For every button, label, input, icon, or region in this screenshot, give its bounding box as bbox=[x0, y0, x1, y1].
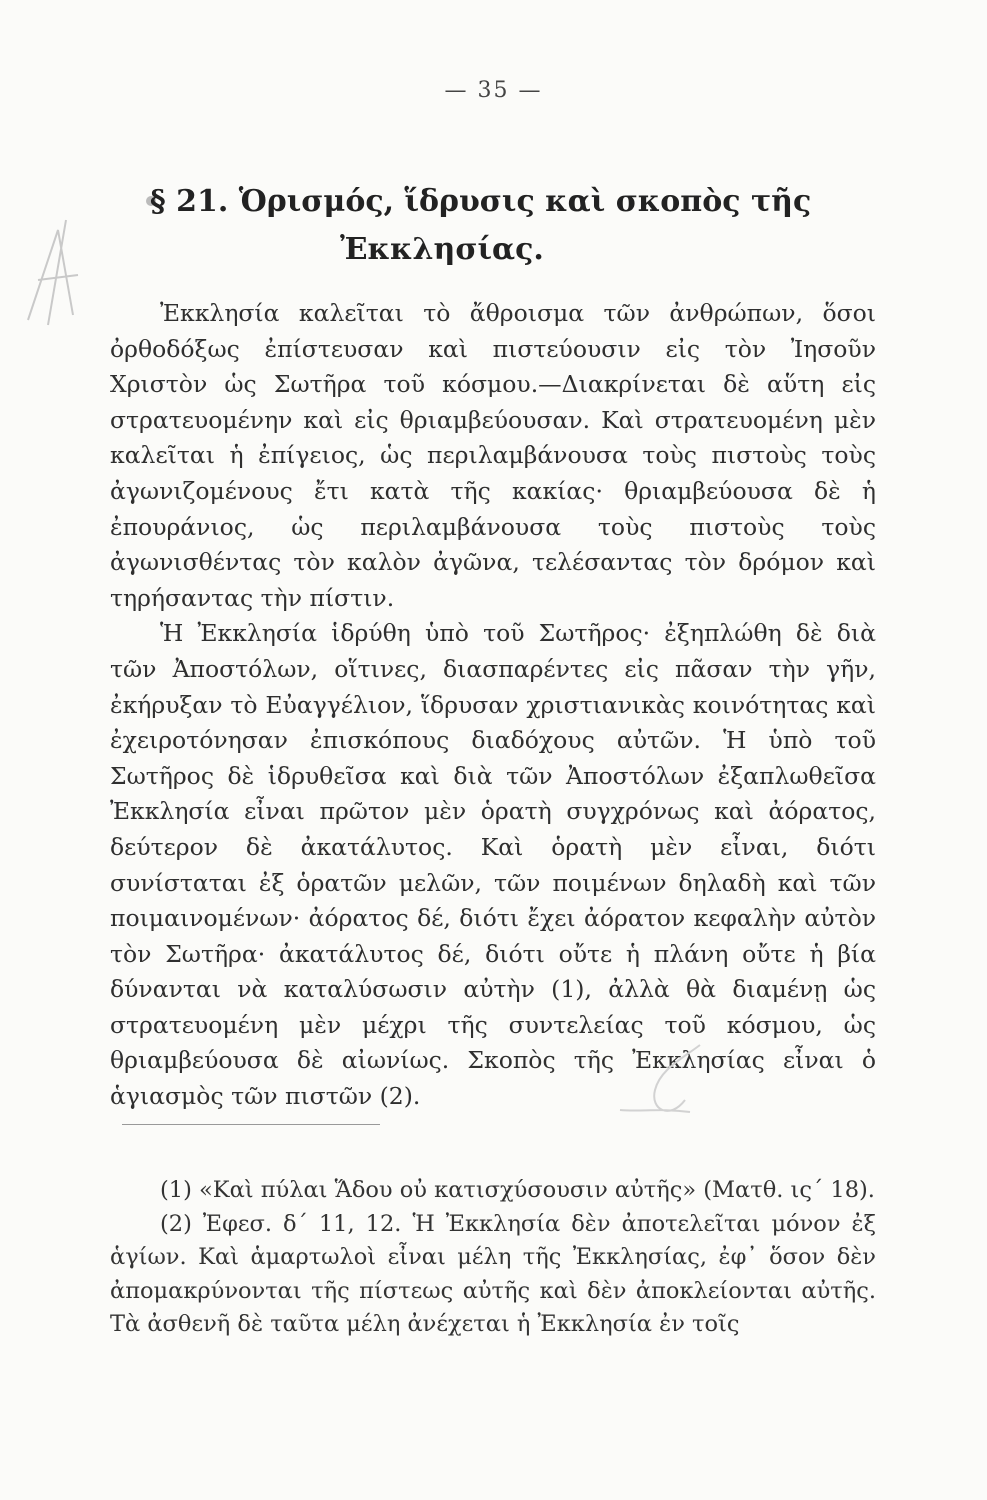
footnote-1: (1) «Καὶ πύλαι Ἅδου οὐ κατισχύσουσιν αὐτῆς» (Ματθ. ις΄ 18). bbox=[160, 1177, 875, 1203]
section-heading-line2: Ἐκκλησίας. bbox=[340, 232, 544, 267]
handwritten-margin-mark bbox=[18, 210, 88, 330]
body-text bbox=[110, 296, 876, 1115]
paragraph-foundation: Ἡ Ἐκκλησία ἱδρύθη ὑπὸ τοῦ Σωτῆρος· ἐξηπλώθη δὲ διὰ τῶν Ἀποστόλων, οἵτινες, διασπαρέντες εἰς πᾶσαν τὴν γῆν, ἐκήρυξαν τὸ Εὐαγγέλιον, ἵδρυσαν χριστιανικὰς κοινότητας καὶ ἐχειροτόνησαν ἐπισκόπους διαδόχους αὐτῶν. Ἡ ὑπὸ τοῦ Σωτῆρος δὲ ἱδρυθεῖσα καὶ διὰ τῶν Ἀποστόλων ἐξαπλωθεῖσα Ἐκκλησία εἶναι πρῶτον μὲν ὁρατὴ συγχρόνως καὶ ἀόρατος, δεύτερον δὲ ἀκατάλυτος. Καὶ ὁρατὴ μὲν εἶναι, διότι συνίσταται ἐξ ὁρατῶν μελῶν, τῶν ποιμένων δηλαδὴ καὶ τῶν ποιμαινομένων· ἀόρατος δέ, διότι ἔχει ἀόρατον κεφαλὴν αὐτὸν τὸν Σωτῆρα· ἀκατάλυτος δέ, διότι οὔτε ἡ πλάνη οὔτε ἡ βία δύνανται νὰ καταλύσωσιν αὐτὴν (1), ἀλλὰ θὰ διαμένῃ ὡς στρατευομένη μὲν μέχρι τῆς συντελείας τοῦ κόσμου, ὡς θριαμβεύουσα δὲ αἰωνίως. Σκοπὸς τῆς Ἐκκλησίας εἶναι ὁ ἁγιασμὸς τῶν πιστῶν (2). bbox=[110, 619, 876, 1111]
section-heading-line1: § 21. Ὁρισμός, ἵδρυσις καὶ σκοπὸς τῆς bbox=[150, 184, 812, 219]
section-heading bbox=[150, 178, 890, 274]
page-number: — 35 — bbox=[444, 78, 543, 103]
footnotes bbox=[110, 1174, 876, 1342]
footnote-2: (2) Ἐφεσ. δ΄ 11, 12. Ἡ Ἐκκλησία δὲν ἀποτελεῖται μόνον ἐξ ἁγίων. Καὶ ἁμαρτωλοὶ εἶναι μέλη τῆς Ἐκκλησίας, ἐφ᾿ ὅσον δὲν ἀπομακρύνονται τῆς πίστεως αὐτῆς καὶ δὲν ἀποκλείονται αὐτῆς. Τὰ ἀσθενῆ δὲ ταῦτα μέλη ἀνέχεται ἡ Ἐκκλησία ἐν τοῖς bbox=[110, 1210, 876, 1338]
footnote-separator bbox=[122, 1124, 380, 1125]
pencil-scribble bbox=[600, 1040, 720, 1130]
paragraph-definition: Ἐκκλησία καλεῖται τὸ ἄθροισμα τῶν ἀνθρώπων, ὅσοι ὀρθοδόξως ἐπίστευσαν καὶ πιστεύουσιν εἰς τὸν Ἰησοῦν Χριστὸν ὡς Σωτῆρα τοῦ κόσμου.—Διακρίνεται δὲ αὕτη εἰς στρατευομένην καὶ εἰς θριαμβεύουσαν. Καὶ στρατευομένη μὲν καλεῖται ἡ ἐπίγειος, ὡς περιλαμβάνουσα τοὺς πιστοὺς τοὺς ἀγωνιζομένους ἔτι κατὰ τῆς κακίας· θριαμβεύουσα δὲ ἡ ἐπουράνιος, ὡς περιλαμβάνουσα τοὺς πιστοὺς τοὺς ἀγωνισθέντας τὸν καλὸν ἀγῶνα, τελέσαντας τὸν δρόμον καὶ τηρήσαντας τὴν πίστιν. bbox=[110, 299, 876, 612]
